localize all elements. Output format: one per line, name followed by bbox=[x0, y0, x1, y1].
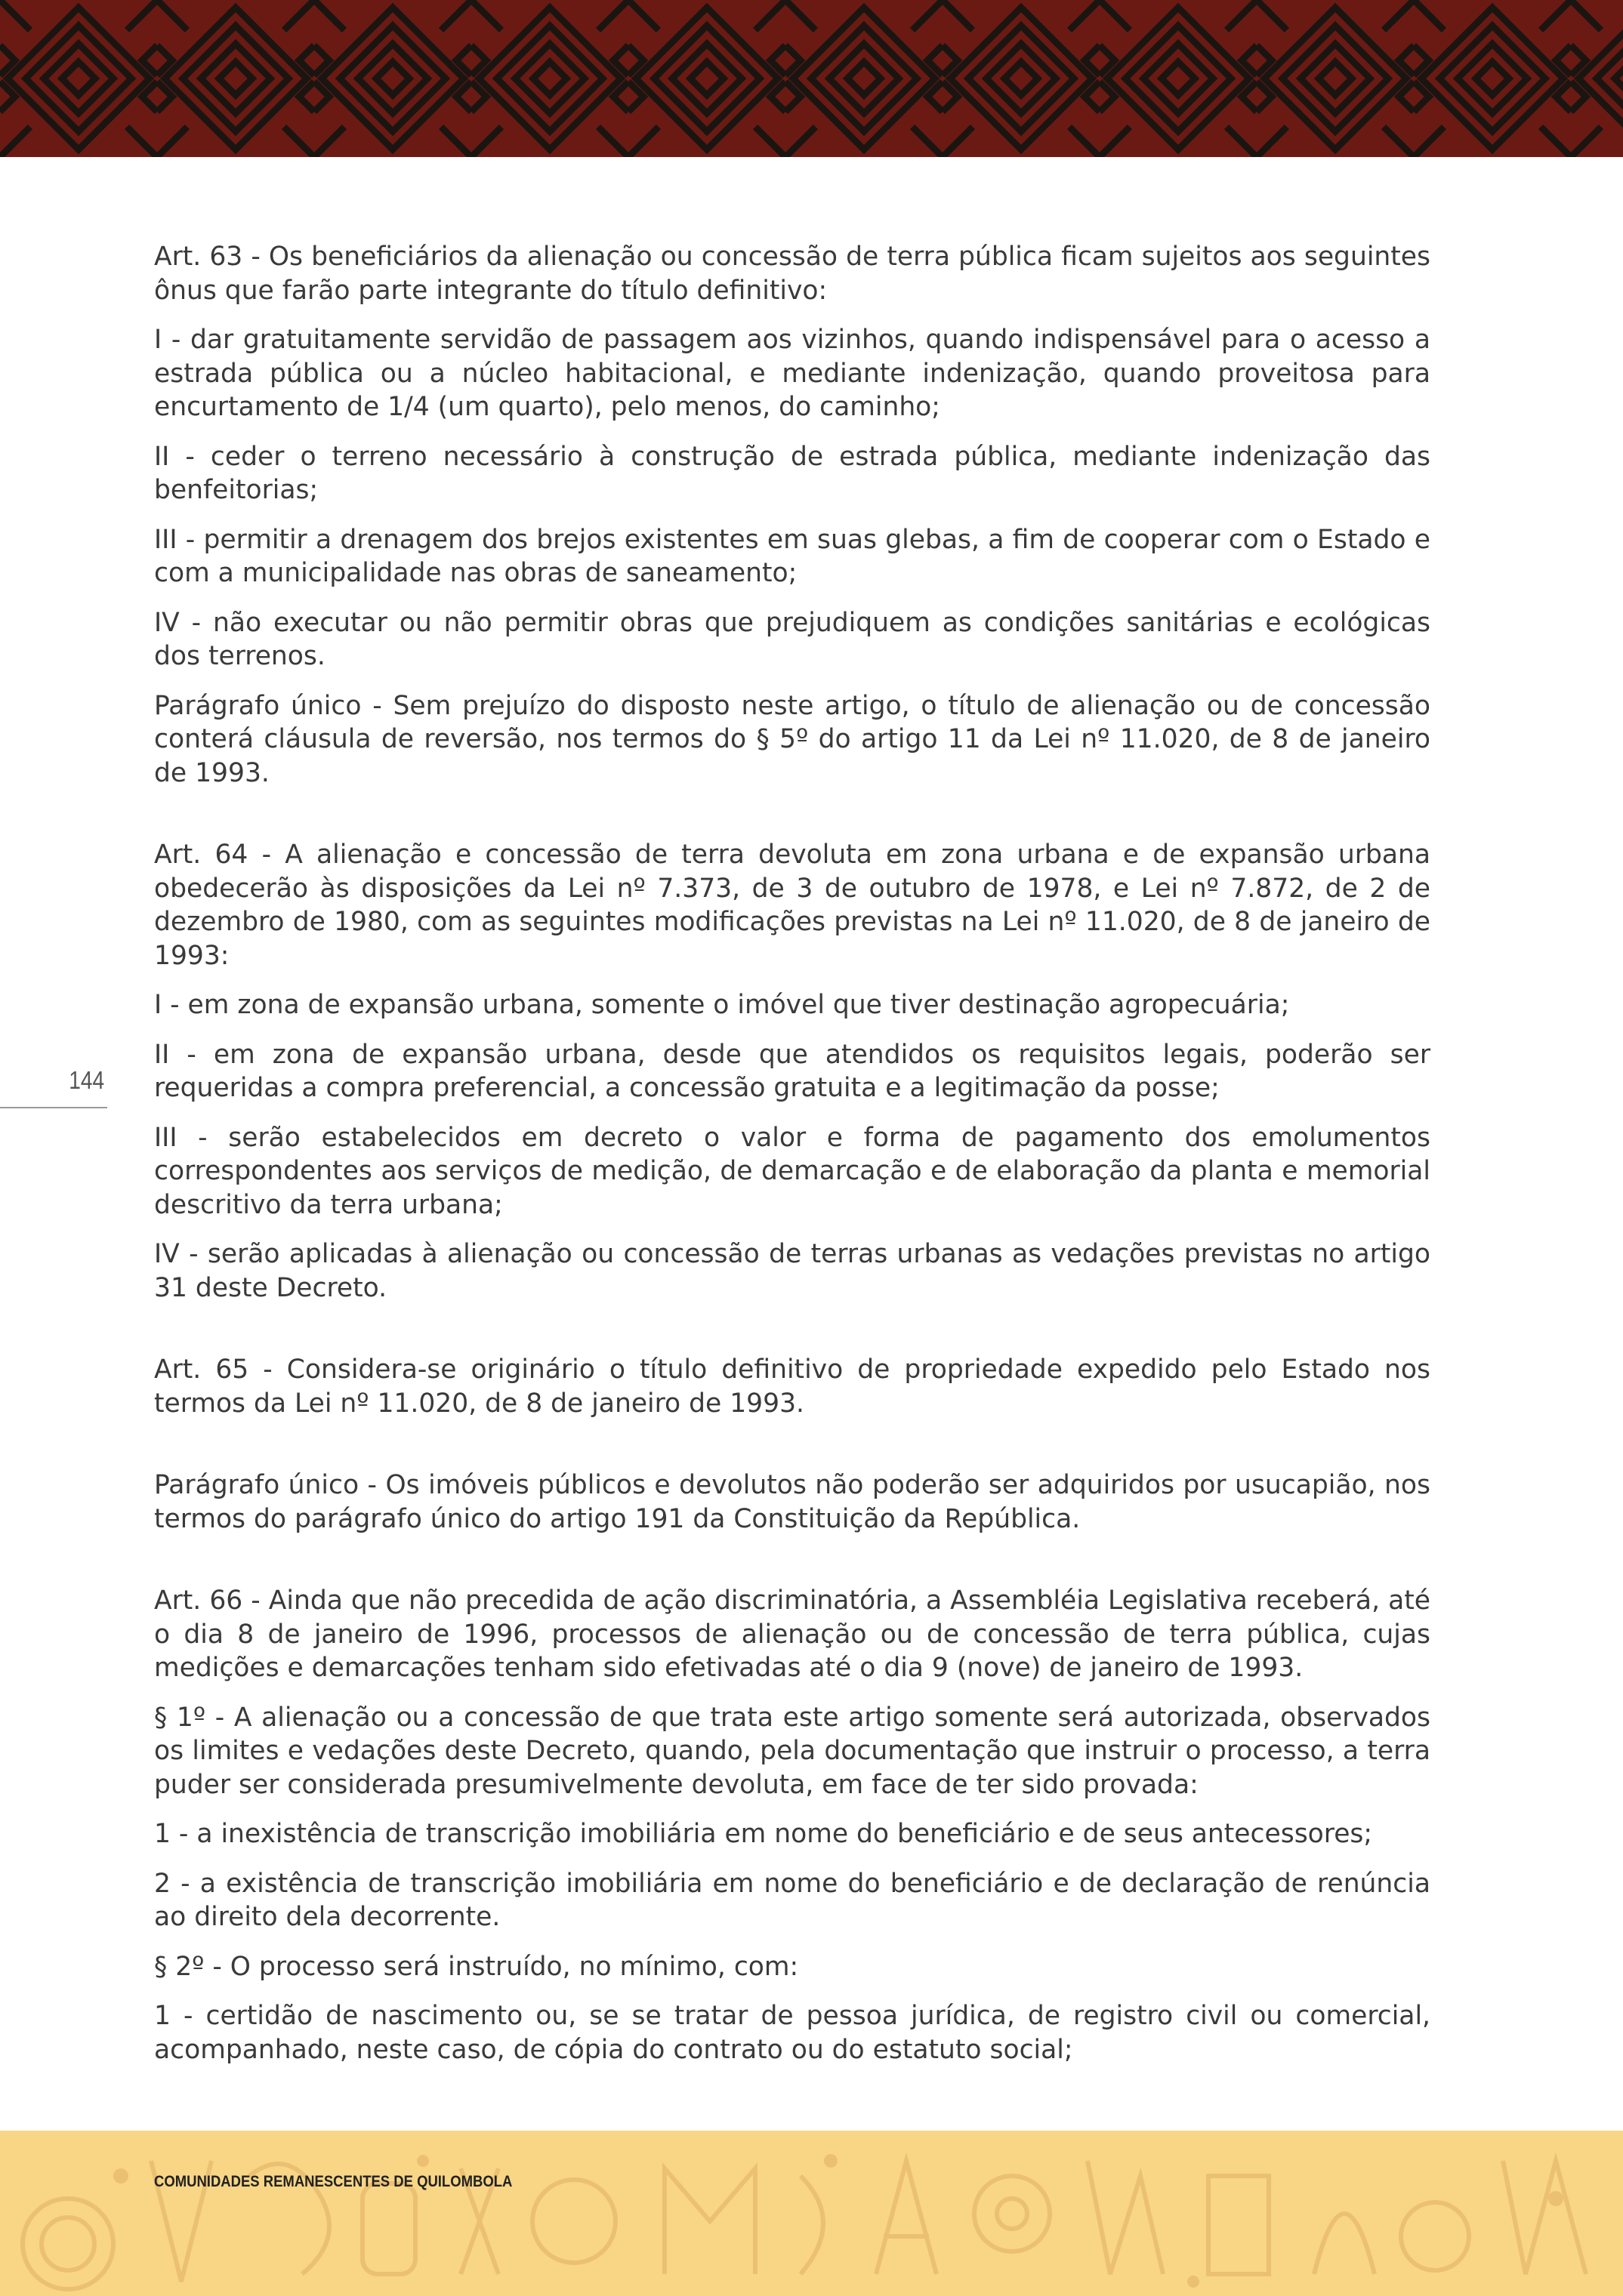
paragraph-art63-item-iii: III - permitir a drenagem dos brejos existentes em suas glebas, a fim de cooperar com o Estado e com a municipalidade nas obras de saneamento; bbox=[154, 524, 1430, 588]
document-body bbox=[154, 240, 1430, 2082]
paragraph-art63-item-i: I - dar gratuitamente servidão de passagem aos vizinhos, quando indispensável para o acesso a estrada pública ou a núcleo habitacional, e mediante indenização, quando proveitosa para encurtamento de 1/4 (um quarto), pelo menos, do caminho; bbox=[154, 325, 1430, 422]
paragraph-art66: Art. 66 - Ainda que não precedida de ação discriminatória, a Assembléia Legislativa receberá, até o dia 8 de janeiro de 1996, processos de alienação ou de concessão de terra pública, cujas medições e demarcações tenham sido efetivadas até o dia 9 (nove) de janeiro de 1993. bbox=[154, 1586, 1430, 1683]
paragraph-art63-single-paragraph: Parágrafo único - Sem prejuízo do disposto neste artigo, o título de alienação ou de concessão conterá cláusula de reversão, nos termos do § 5º do artigo 11 da Lei nº 11.020, de 8 de janeiro de 1993. bbox=[154, 690, 1430, 788]
geometric-pattern-icon bbox=[0, 0, 1623, 157]
paragraph-art66-item-2: 2 - a existência de transcrição imobiliária em nome do beneficiário e de declaração de renúncia ao direito dela decorrente. bbox=[154, 1868, 1430, 1932]
page-number-marker bbox=[0, 1062, 107, 1108]
footer-publication-title: COMUNIDADES REMANESCENTES DE QUILOMBOLA bbox=[154, 2173, 513, 2190]
paragraph-art64-item-i: I - em zona de expansão urbana, somente o imóvel que tiver destinação agropecuária; bbox=[154, 990, 1290, 1020]
footer-pattern-band bbox=[0, 2131, 1623, 2296]
paragraph-art63-item-ii: II - ceder o terreno necessário à construção de estrada pública, mediante indenização das benfeitorias; bbox=[154, 441, 1430, 505]
paragraph-art65: Art. 65 - Considera-se originário o título definitivo de propriedade expedido pelo Estado nos termos da Lei nº 11.020, de 8 de janeiro de 1993. bbox=[154, 1354, 1430, 1419]
paragraph-art63: Art. 63 - Os beneficiários da alienação ou concessão de terra pública ficam sujeitos aos seguintes ônus que farão parte integrante do título definitivo: bbox=[154, 242, 1430, 306]
paragraph-art63-item-iv: IV - não executar ou não permitir obras que prejudiquem as condições sanitárias e ecológicas dos terrenos. bbox=[154, 607, 1430, 671]
paragraph-art66-section-2: § 2º - O processo será instruído, no mínimo, com: bbox=[154, 1951, 799, 1982]
paragraph-art66-section-1: § 1º - A alienação ou a concessão de que trata este artigo somente será autorizada, observados os limites e vedações deste Decreto, quando, pela documentação que instruir o processo, a terra puder ser considerada presumivelmente devoluta, em face de ter sido provada: bbox=[154, 1702, 1430, 1800]
paragraph-art66-section-2-item-1: 1 - certidão de nascimento ou, se se tratar de pessoa jurídica, de registro civil ou comercial, acompanhado, neste caso, de cópia do contrato ou do estatuto social; bbox=[154, 2001, 1430, 2065]
paragraph-art66-item-1: 1 - a inexistência de transcrição imobiliária em nome do beneficiário e de seus antecessores; bbox=[154, 1819, 1373, 1849]
header-pattern-band bbox=[0, 0, 1623, 157]
paragraph-art64-item-iii: III - serão estabelecidos em decreto o valor e forma de pagamento dos emolumentos correspondentes aos serviços de medição, de demarcação e de elaboração da planta e memorial descritivo da terra urbana; bbox=[154, 1122, 1430, 1220]
paragraph-art64: Art. 64 - A alienação e concessão de terra devoluta em zona urbana e de expansão urbana obedecerão às disposições da Lei nº 7.373, de 3 de outubro de 1978, e Lei nº 7.872, de 2 de dezembro de 1980, com as seguintes modificações previstas na Lei nº 11.020, de 8 de janeiro de 1993: bbox=[154, 840, 1430, 971]
paragraph-art65-single-paragraph: Parágrafo único - Os imóveis públicos e devolutos não poderão ser adquiridos por usucapião, nos termos do parágrafo único do artigo 191 da Constituição da República. bbox=[154, 1470, 1430, 1534]
glyph-pattern-icon bbox=[0, 2131, 1623, 2296]
page-number: 144 bbox=[69, 1066, 104, 1094]
paragraph-art64-item-ii: II - em zona de expansão urbana, desde que atendidos os requisitos legais, poderão ser requeridas a compra preferencial, a concessão gratuita e a legitimação da posse; bbox=[154, 1039, 1430, 1103]
paragraph-art64-item-iv: IV - serão aplicadas à alienação ou concessão de terras urbanas as vedações previstas no artigo 31 deste Decreto. bbox=[154, 1239, 1430, 1303]
